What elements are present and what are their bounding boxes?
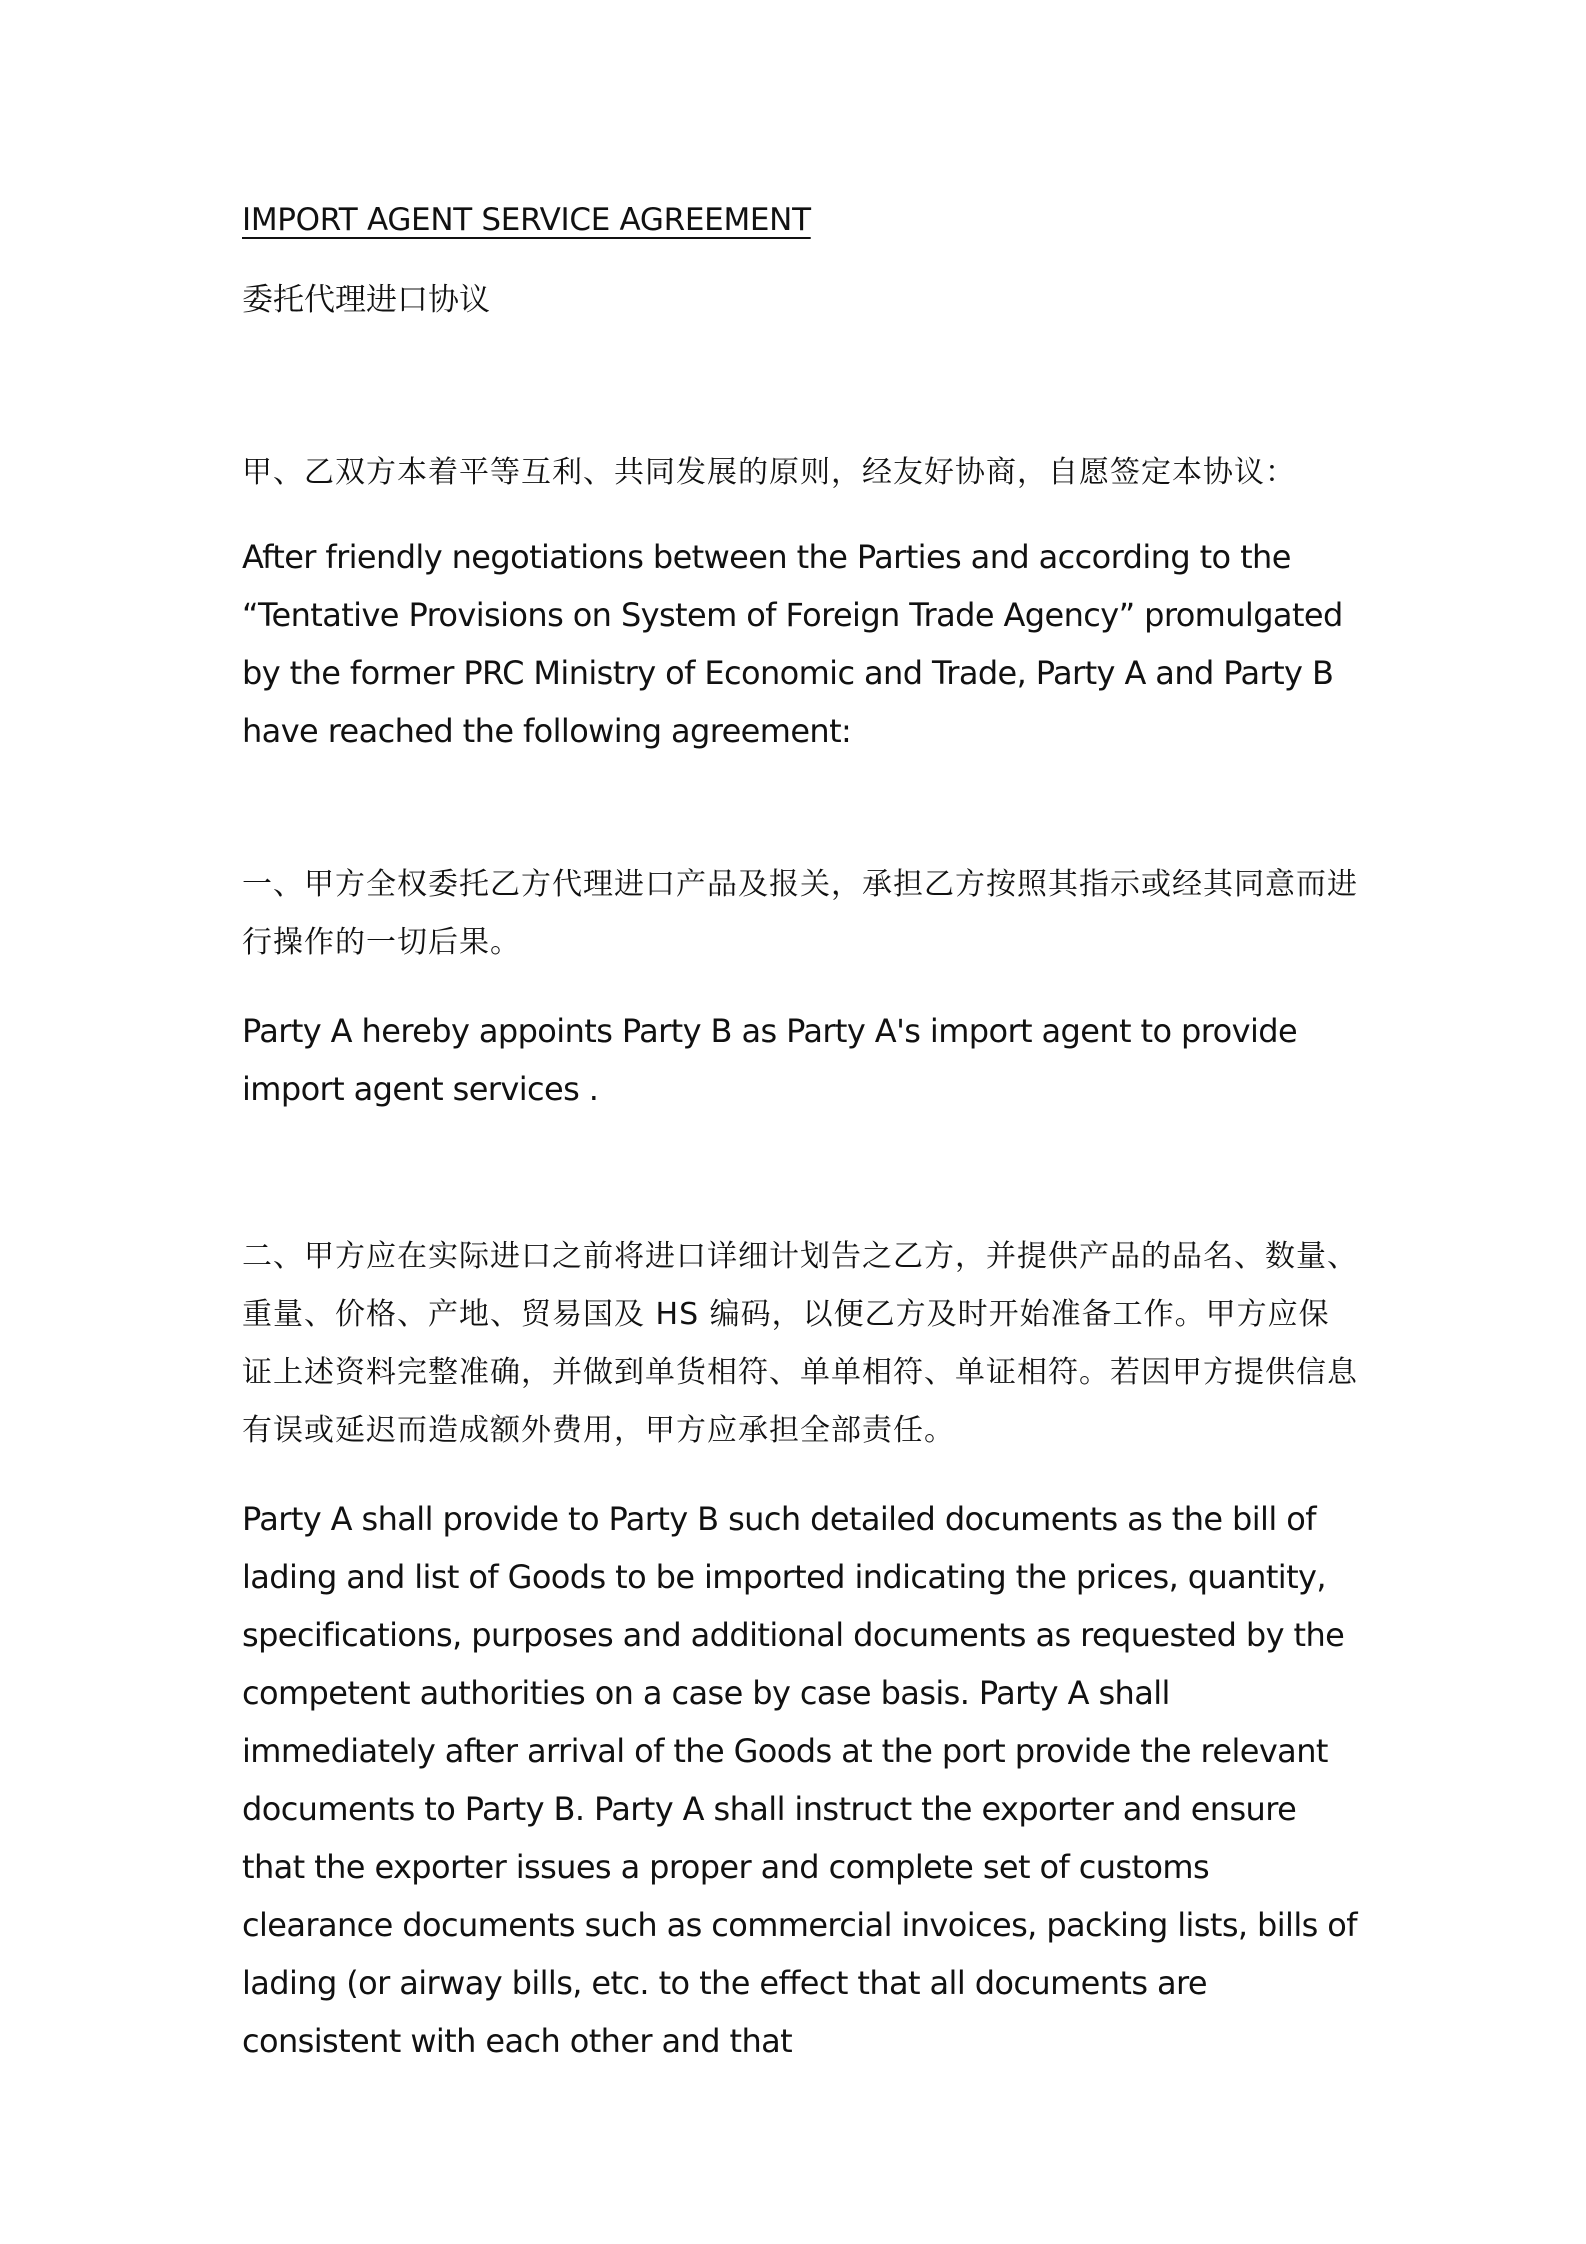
clause-one-zh: 一、甲方全权委托乙方代理进口产品及报关，承担乙方按照其指示或经其同意而进行操作的一切后果。 xyxy=(242,867,1358,960)
document-title: IMPORT AGENT SERVICE AGREEMENT xyxy=(242,202,811,238)
document-subtitle: 委托代理进口协议 xyxy=(242,282,490,318)
intro-paragraph-zh: 甲、乙双方本着平等互利、共同发展的原则，经友好协商，自愿签定本协议： xyxy=(242,455,1296,490)
clause-two-zh: 二、甲方应在实际进口之前将进口详细计划告之乙方，并提供产品的品名、数量、重量、价格、产地、贸易国及 HS 编码，以便乙方及时开始准备工作。甲方应保证上述资料完整准确，并做到单货相符、单单相符、单证相符。若因甲方提供信息有误或延迟而造成额外费用，甲方应承担全部责任。 xyxy=(242,1239,1358,1448)
intro-paragraph-en: After friendly negotiations between the Parties and according to the “Tentative Provisions on System of Foreign Trade Agency” promulgated by the former PRC Ministry of Economic and Trade, Party A and Party B have reached the following agreement: xyxy=(242,538,1343,750)
clause-one-en: Party A hereby appoints Party B as Party A's import agent to provide import agent services . xyxy=(242,1012,1298,1108)
clause-two-en: Party A shall provide to Party B such detailed documents as the bill of lading and list of Goods to be imported indicating the prices, quantity, specifications, purposes and additional documents as requested by the competent authorities on a case by case basis. Party A shall immediately after arrival of the Goods at the port provide the relevant documents to Party B. Party A shall instruct the exporter and ensure that the exporter issues a proper and complete set of customs clearance documents such as commercial invoices, packing lists, bills of lading (or airway bills, etc. to the effect that all documents are consistent with each other and that xyxy=(242,1500,1357,2060)
document-body xyxy=(242,196,1358,2070)
